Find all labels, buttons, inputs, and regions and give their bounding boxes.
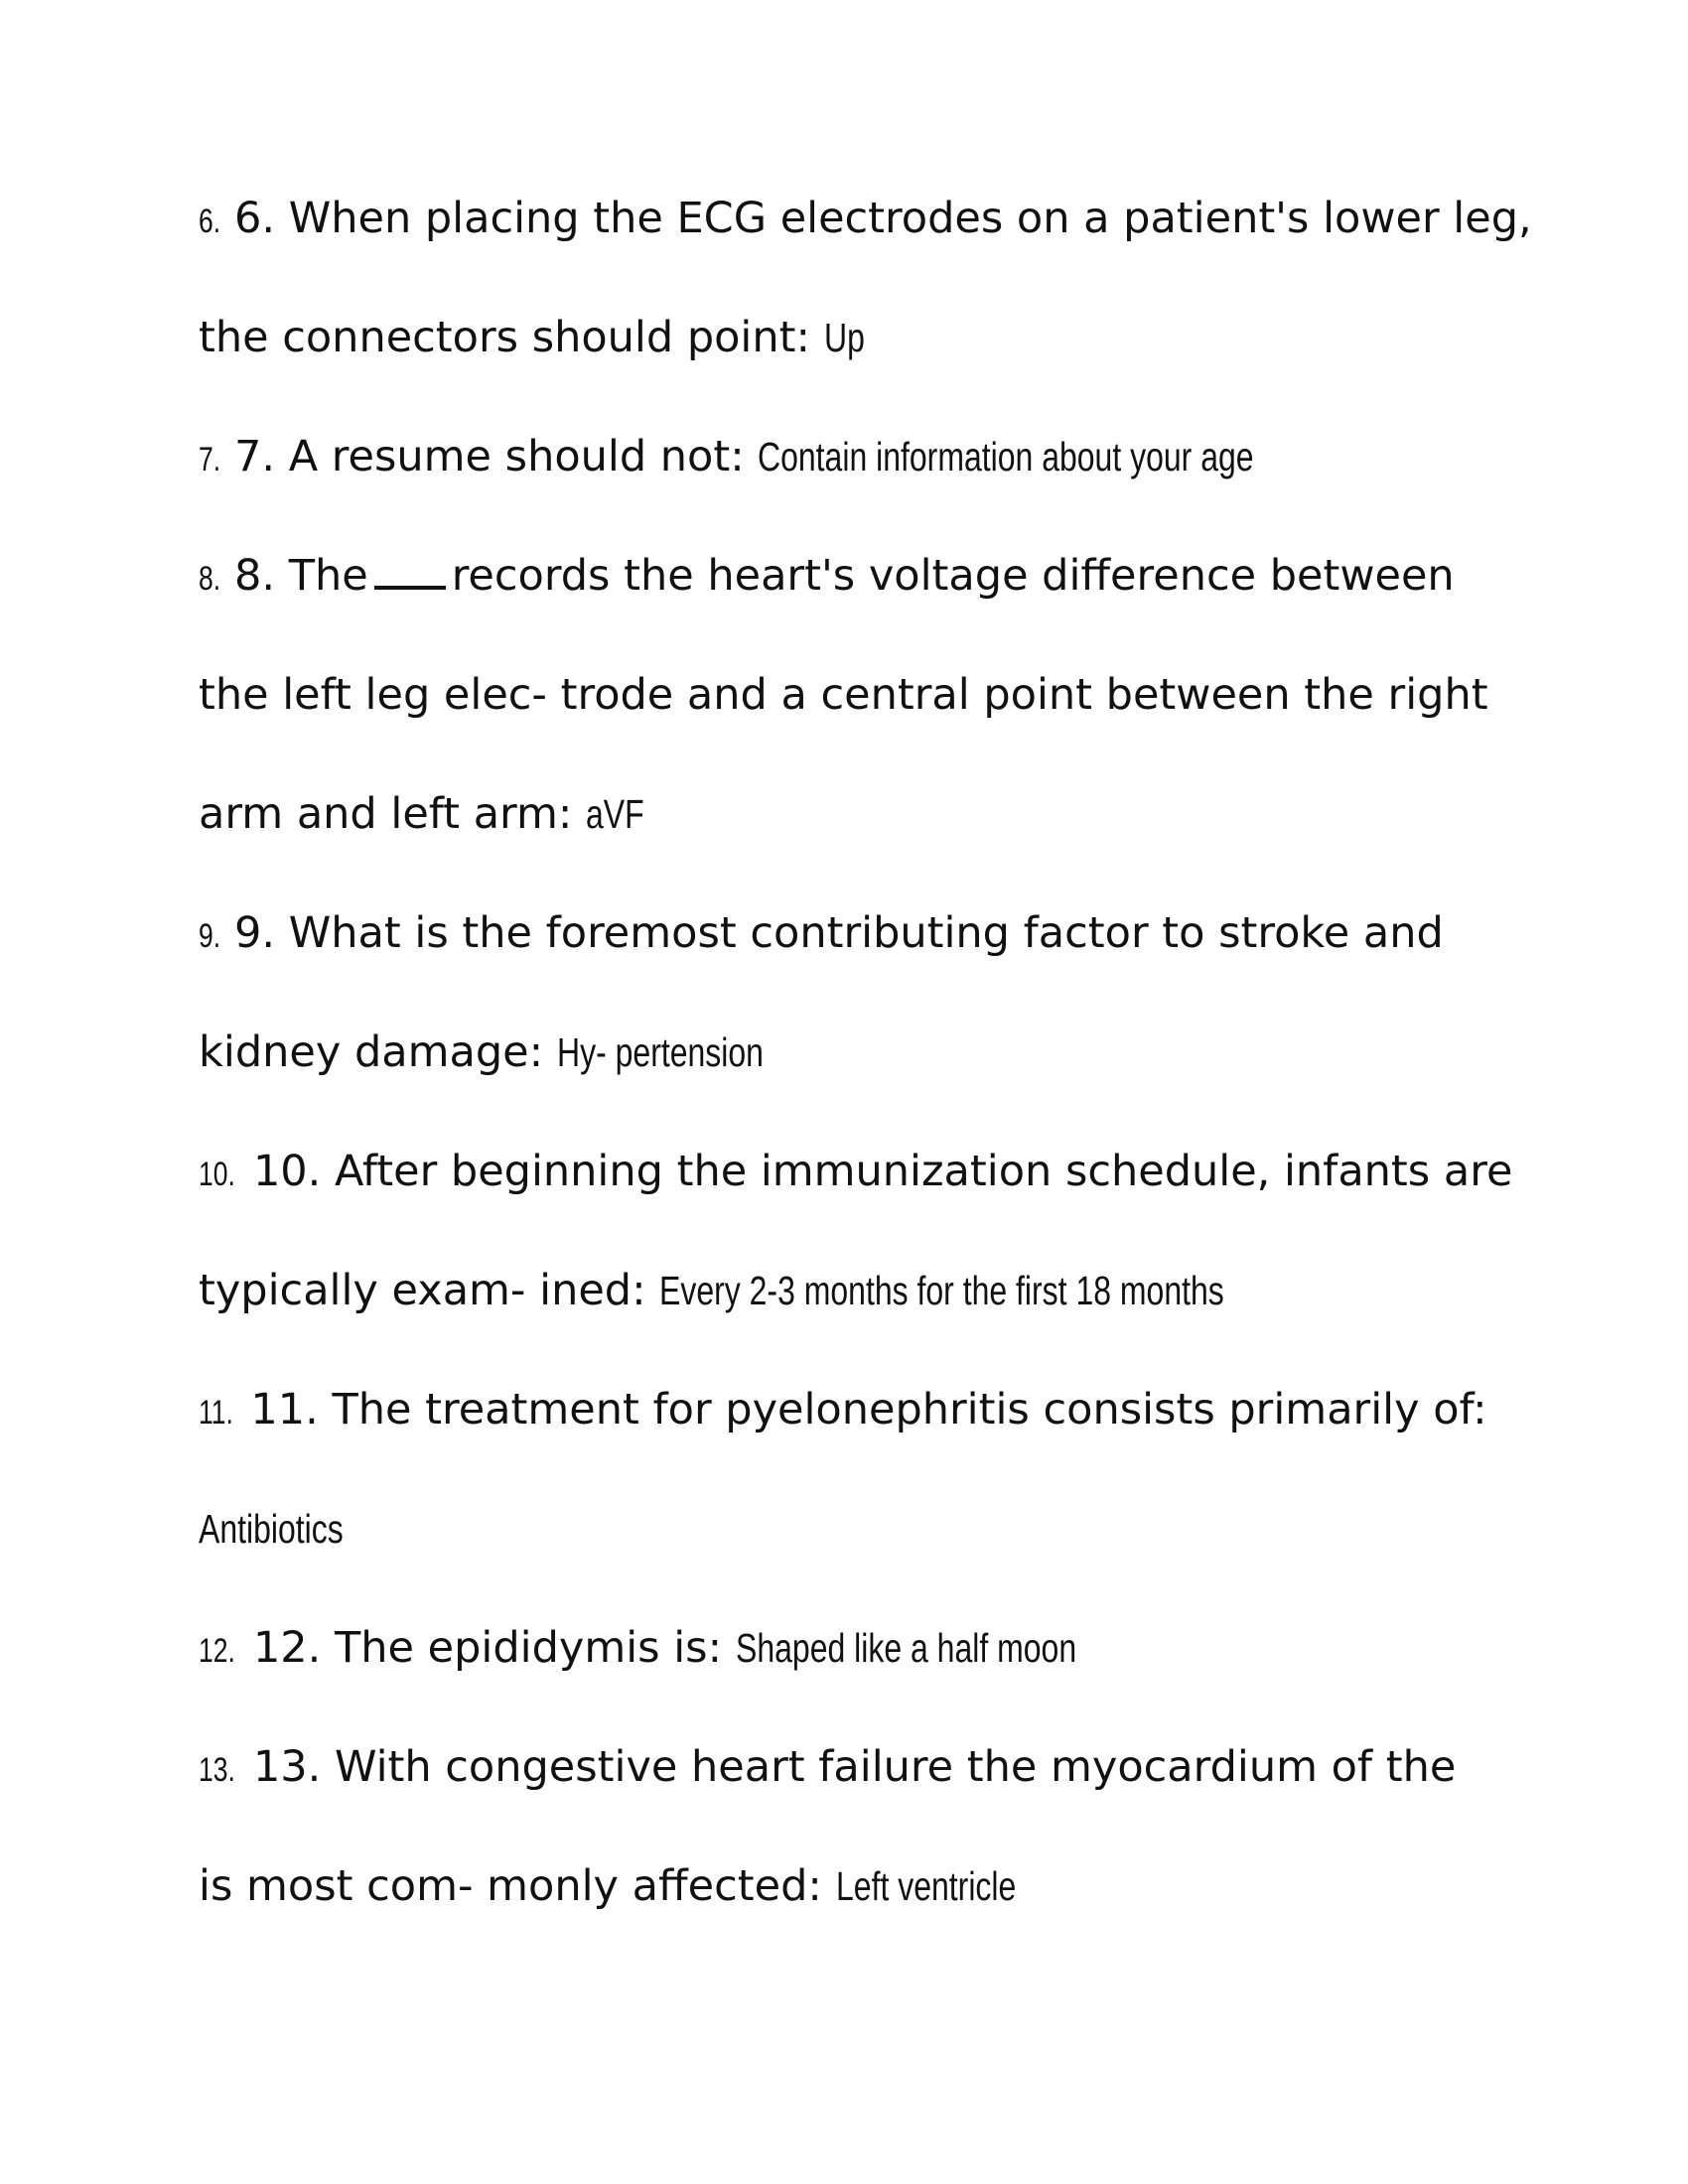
question-13-line-1: [199, 1707, 1509, 1827]
question-number: 13.: [199, 1751, 235, 1789]
question-6-line-2: [199, 278, 1509, 397]
question-number: 8.: [199, 560, 221, 598]
question-text: is most com- monly affected:: [199, 1861, 822, 1911]
question-12-line-1: [199, 1588, 1509, 1707]
question-10-line-2: [199, 1231, 1509, 1350]
question-10-line-1: [199, 1112, 1513, 1231]
question-9-line-2: [199, 993, 1509, 1112]
question-number: 12.: [199, 1632, 235, 1670]
question-text: 10. After beginning the immunization schedule, infants are: [252, 1147, 1513, 1196]
question-number: 10.: [199, 1156, 235, 1193]
question-text: the connectors should point:: [199, 313, 810, 362]
question-13-line-2: [199, 1827, 1509, 1946]
question-number: 7.: [199, 441, 221, 478]
question-6-line-1: [199, 159, 1532, 278]
question-text: 13. With congestive heart failure the myocardium of the: [252, 1742, 1457, 1792]
question-text: 11. The treatment for pyelonephritis consists primarily of:: [250, 1385, 1487, 1434]
question-7-line-1: [199, 397, 1509, 516]
answer-text: aVF: [586, 791, 644, 837]
question-number: 11.: [199, 1394, 233, 1432]
question-text: 7. A resume should not:: [234, 432, 745, 481]
question-11-line-1: [199, 1350, 1509, 1469]
answer-text: Every 2-3 months for the first 18 months: [659, 1268, 1225, 1313]
question-text: records the heart's voltage difference between: [451, 551, 1455, 601]
question-8-line-3: [199, 754, 1509, 874]
question-text: 9. What is the foremost contributing factor to stroke and: [234, 908, 1444, 958]
question-text: typically exam- ined:: [199, 1266, 646, 1315]
question-text: the left leg elec- trode and a central point between the right: [199, 670, 1488, 720]
answer-text: Left ventricle: [835, 1863, 1016, 1909]
question-9-line-1: [199, 874, 1509, 993]
answer-text: Shaped like a half moon: [735, 1625, 1076, 1671]
answer-text: Up: [823, 315, 865, 360]
answer-text: Antibiotics: [199, 1506, 344, 1552]
question-number: 9.: [199, 917, 221, 955]
document-page: [199, 159, 1532, 1946]
question-text: kidney damage:: [199, 1027, 544, 1077]
question-text: 12. The epididymis is:: [252, 1623, 723, 1673]
question-text: 6. When placing the ECG electrodes on a patient's lower leg,: [234, 194, 1532, 243]
answer-text: Contain information about your age: [758, 434, 1254, 479]
question-number: 6.: [199, 203, 221, 240]
question-11-line-2: [199, 1469, 1509, 1588]
question-text: 8. The: [234, 551, 368, 601]
answer-text: Hy- pertension: [556, 1029, 764, 1075]
question-8-line-1: [199, 516, 1509, 635]
question-text: arm and left arm:: [199, 789, 573, 839]
question-8-line-2: [199, 635, 1509, 754]
fill-in-blank: [374, 552, 446, 590]
